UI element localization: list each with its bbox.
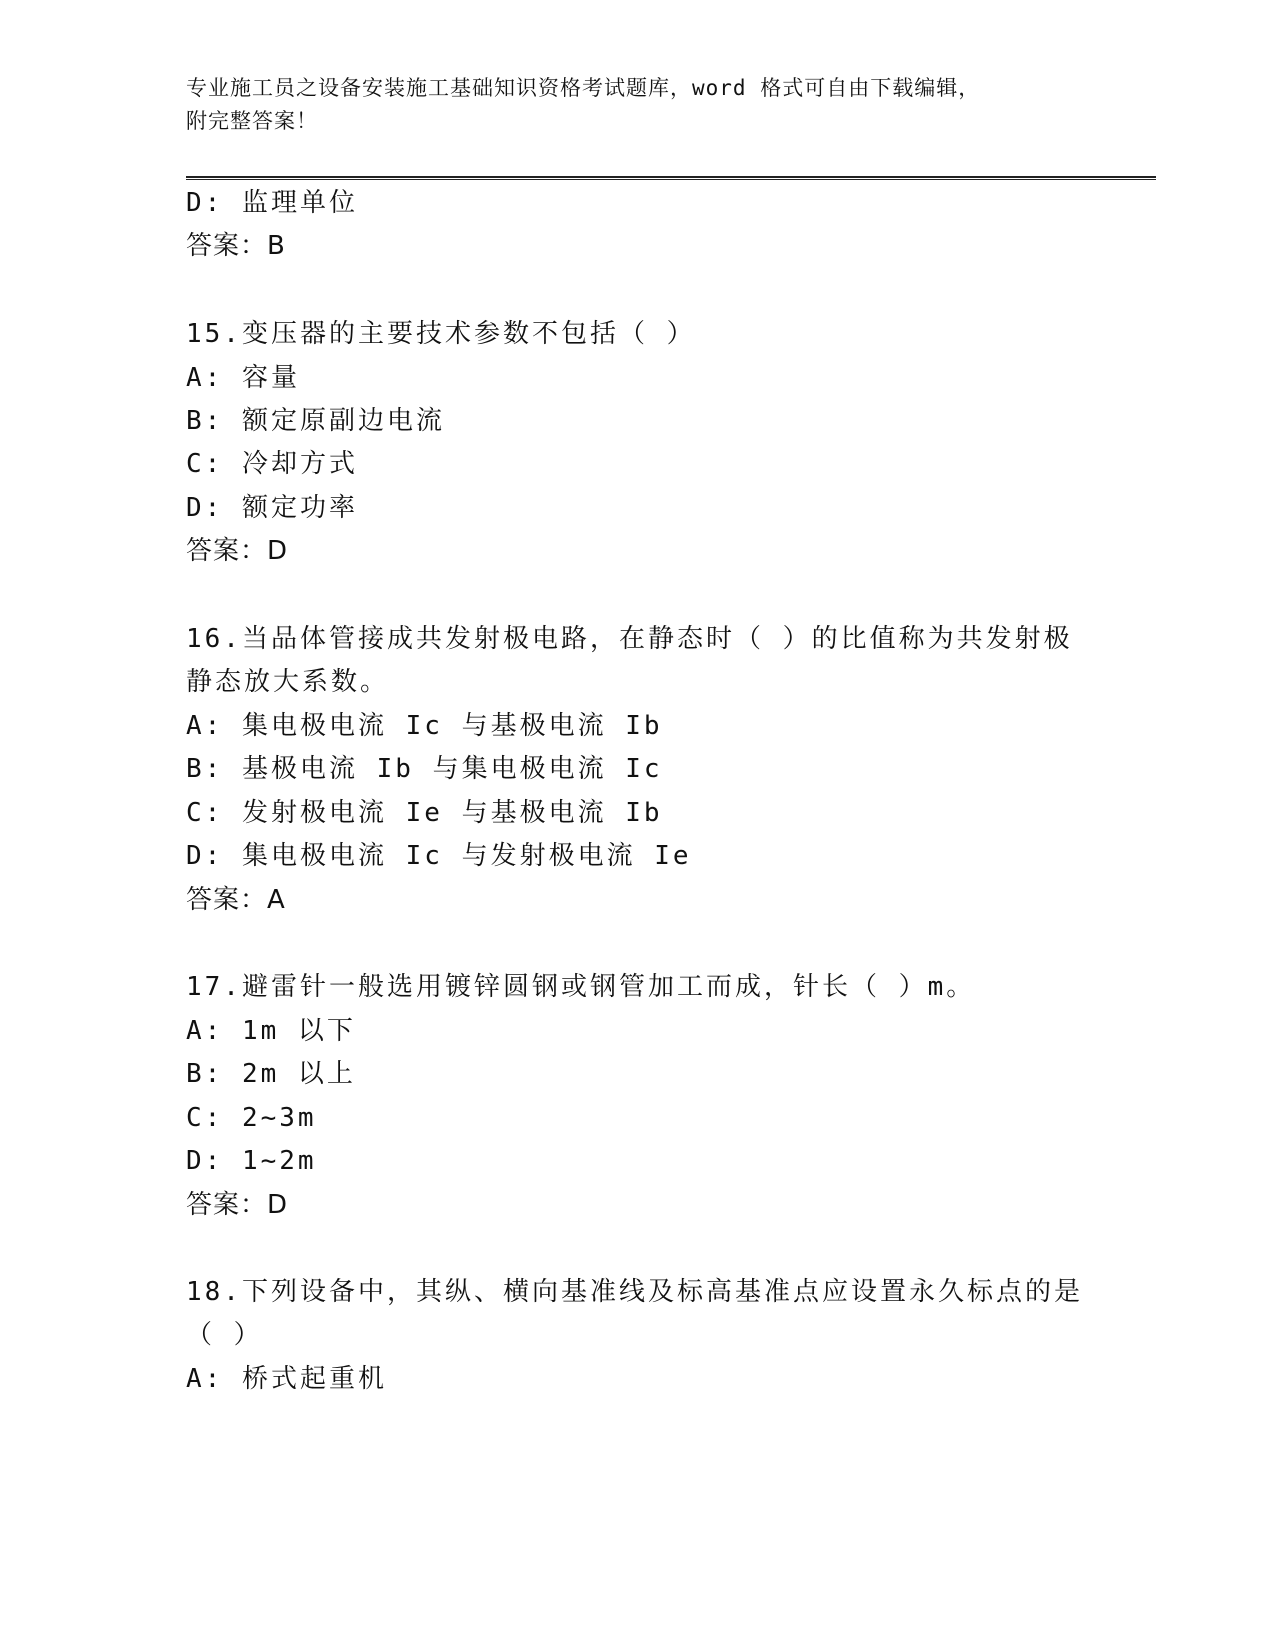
header-line-2: 附完整答案！ (186, 109, 318, 133)
q17-option-b: B: 2m 以上 (186, 1059, 356, 1089)
q15-option-a: A: 容量 (186, 363, 300, 393)
q16-answer: 答案：A (186, 885, 286, 915)
q15-option-c: C: 冷却方式 (186, 449, 358, 479)
q14-answer: 答案：B (186, 231, 286, 261)
q16-option-c: C: 发射极电流 Ie 与基极电流 Ib (186, 798, 663, 828)
q15-stem: 15.变压器的主要技术参数不包括（ ） (186, 319, 696, 349)
header-line-1: 专业施工员之设备安装施工基础知识资格考试题库，word 格式可自由下载编辑， (186, 76, 981, 100)
q17-stem: 17.避雷针一般选用镀锌圆钢或钢管加工而成，针长（ ）m。 (186, 972, 976, 1002)
q16-stem-line-1: 16.当品体管接成共发射极电路，在静态时（ ）的比值称为共发射极 (186, 624, 1073, 654)
header-divider (186, 176, 1156, 180)
q15-option-b: B: 额定原副边电流 (186, 406, 445, 436)
q16-option-a: A: 集电极电流 Ic 与基极电流 Ib (186, 711, 663, 741)
q15-option-d: D: 额定功率 (186, 493, 358, 523)
q18-option-a: A: 桥式起重机 (186, 1364, 387, 1394)
q18-stem-line-1: 18.下列设备中，其纵、横向基准线及标高基准点应设置永久标点的是 (186, 1277, 1083, 1307)
q17-answer: 答案：D (186, 1190, 289, 1220)
q15-answer: 答案：D (186, 536, 289, 566)
q16-stem-line-2: 静态放大系数。 (186, 667, 390, 697)
document-header (186, 72, 1086, 138)
q18-stem-line-2: （ ） (186, 1320, 263, 1350)
q14-option-d: D: 监理单位 (186, 188, 358, 218)
q16-option-b: B: 基极电流 Ib 与集电极电流 Ic (186, 754, 663, 784)
q17-option-a: A: 1m 以下 (186, 1016, 356, 1046)
q16-option-d: D: 集电极电流 Ic 与发射极电流 Ie (186, 841, 692, 871)
q17-option-c: C: 2~3m (186, 1103, 317, 1133)
q17-option-d: D: 1~2m (186, 1146, 317, 1176)
